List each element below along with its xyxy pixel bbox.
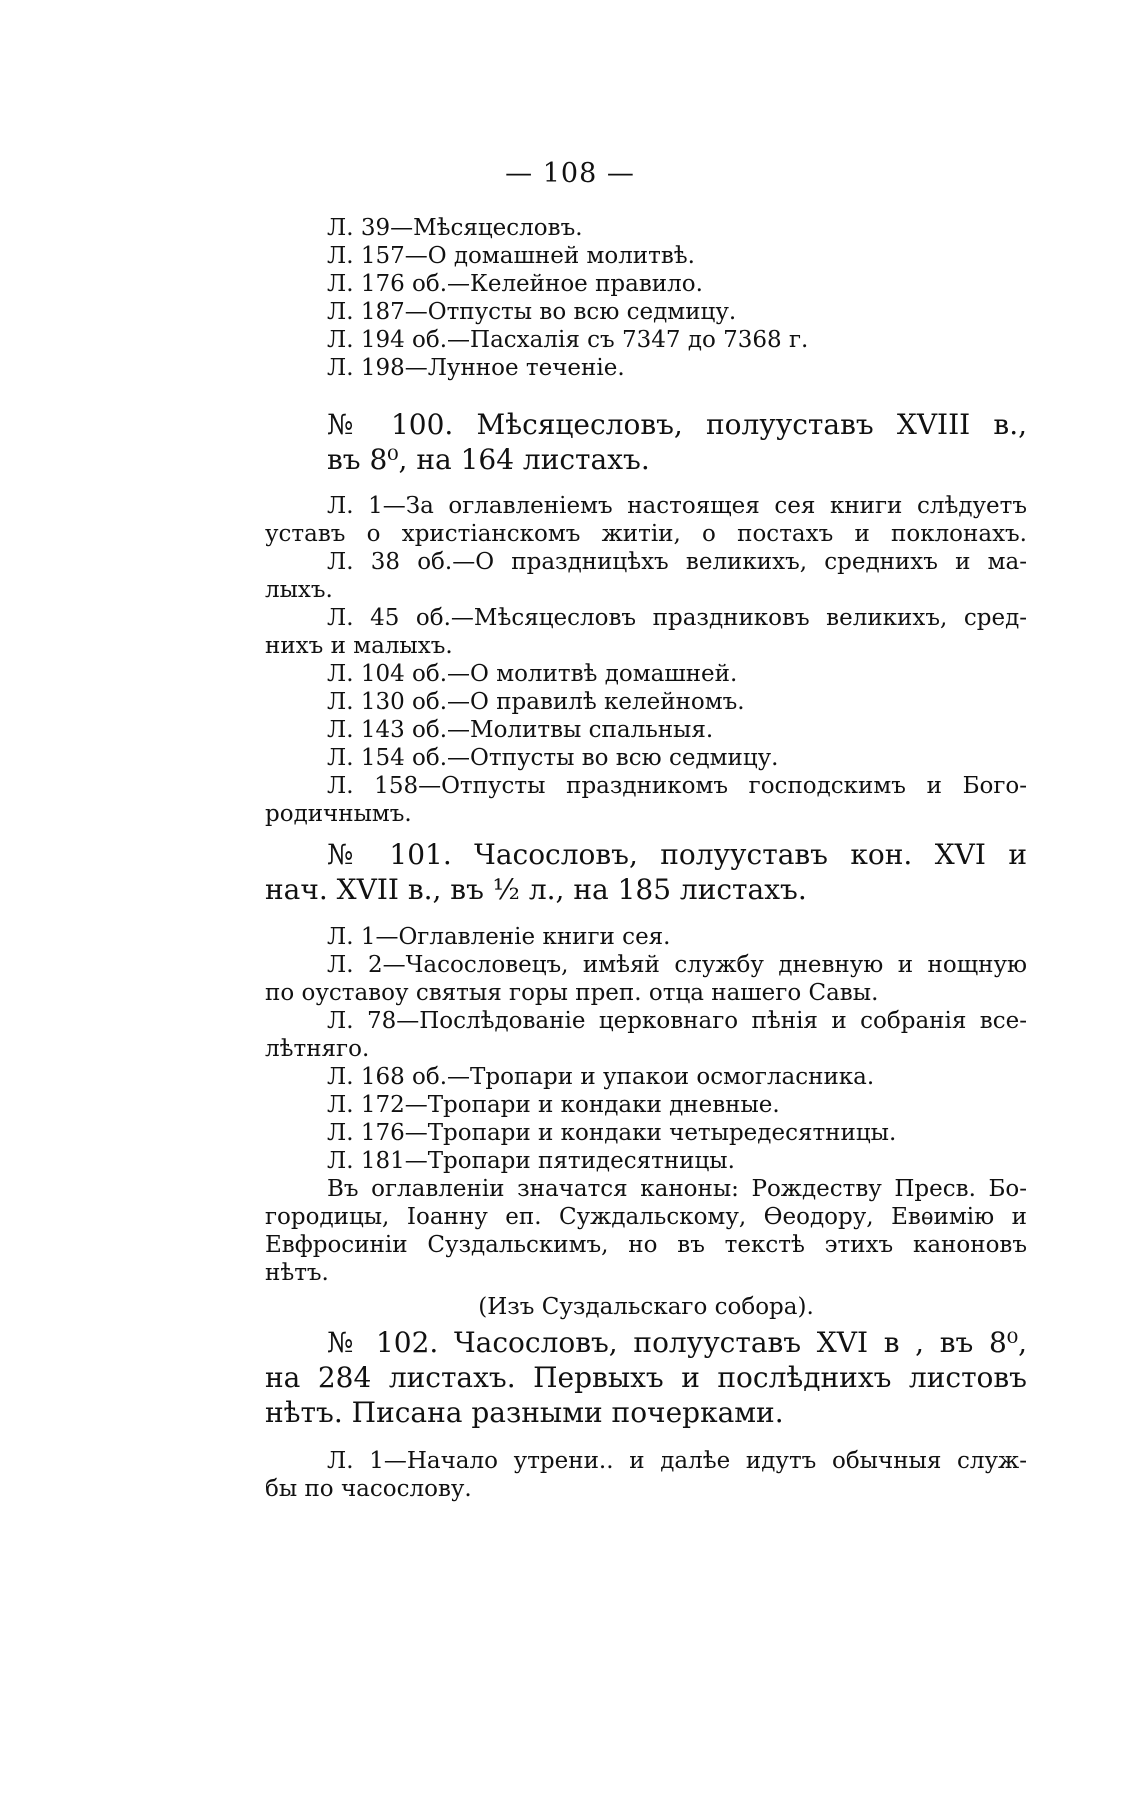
entry-101-body <box>265 923 1027 1321</box>
body-line: бы по часослову. <box>265 1476 472 1502</box>
body-line: Л. 181—Тропари пятидесятницы. <box>327 1148 735 1174</box>
body-line: Л. 1—Оглавленіе книги сея. <box>327 924 671 950</box>
entry-102-heading <box>265 1325 1027 1430</box>
entry-heading-line: въ 8⁰, на 164 листахъ. <box>327 443 650 476</box>
body-line: Л. 143 об.—Молитвы спальныя. <box>327 717 714 743</box>
list-item: Л. 187—Отпусты во всю седмицу. <box>327 299 737 325</box>
body-line: Л. 45 об.—Мѣсяцесловъ праздниковъ великихъ, сред- <box>327 605 1027 631</box>
list-item: Л. 39—Мѣсяцесловъ. <box>327 215 583 241</box>
list-item: Л. 194 об.—Пасхалія съ 7347 до 7368 г. <box>327 327 809 353</box>
list-item: Л. 198—Лунное теченіе. <box>327 355 625 381</box>
preceding-items-list <box>265 214 1027 382</box>
body-line: родичнымъ. <box>265 801 412 827</box>
body-line: Л. 158—Отпусты праздникомъ господскимъ и Бого- <box>327 773 1027 799</box>
body-line: Л. 1—За оглавленіемъ настоящея сея книги слѣдуетъ <box>327 493 1027 519</box>
body-line: Л. 104 об.—О молитвѣ домашней. <box>327 661 738 687</box>
list-item: Л. 157—О домашней молитвѣ. <box>327 243 695 269</box>
body-line: городицы, Іоанну еп. Суждальскому, Ѳеодору, Евѳимію и <box>265 1204 1027 1230</box>
body-line: Л. 2—Часословецъ, имѣяй службу дневную и нощную <box>327 952 1027 978</box>
entry-heading-line: № 100. Мѣсяцесловъ, полууставъ XVIII в., <box>327 408 1027 441</box>
body-line: лѣтняго. <box>265 1036 370 1062</box>
body-line: Л. 176—Тропари и кондаки четыредесятницы. <box>327 1120 897 1146</box>
body-line: Въ оглавленіи значатся каноны: Рождеству Пресв. Бо- <box>327 1176 1027 1202</box>
body-line: по оуставоу святыя горы преп. отца нашего Савы. <box>265 980 879 1006</box>
entry-102-body <box>265 1447 1027 1503</box>
body-line: лыхъ. <box>265 577 333 603</box>
entry-101-heading <box>265 837 1027 907</box>
list-item: Л. 176 об.—Келейное правило. <box>327 271 703 297</box>
body-line: Л. 154 об.—Отпусты во всю седмицу. <box>327 745 779 771</box>
body-line: Л. 130 об.—О правилѣ келейномъ. <box>327 689 745 715</box>
entry-heading-line: на 284 листахъ. Первыхъ и послѣднихъ листовъ <box>265 1361 1027 1394</box>
source-note: (Изъ Суздальскаго собора). <box>478 1294 814 1320</box>
entry-heading-line: нач. XVII в., въ ½ л., на 185 листахъ. <box>265 873 807 906</box>
body-line: Л. 168 об.—Тропари и упакои осмогласника. <box>327 1064 875 1090</box>
body-line: Л. 38 об.—О праздницѣхъ великихъ, среднихъ и ма- <box>327 549 1027 575</box>
entry-heading-line: нѣтъ. Писана разными почерками. <box>265 1396 784 1429</box>
body-line: нѣтъ. <box>265 1260 329 1286</box>
body-line: уставъ о христіанскомъ житіи, о постахъ и поклонахъ. <box>265 521 1027 547</box>
page-number: — 108 — <box>505 158 635 189</box>
entry-heading-line: № 101. Часословъ, полууставъ кон. XVI и <box>327 838 1027 871</box>
entry-100-heading <box>265 407 1027 477</box>
body-line: Л. 78—Послѣдованіе церковнаго пѣнія и собранія все- <box>327 1008 1027 1034</box>
body-line: Евфросиніи Суздальскимъ, но въ текстѣ этихъ каноновъ <box>265 1232 1027 1258</box>
body-line: Л. 1—Начало утрени.. и далѣе идутъ обычныя служ- <box>327 1448 1027 1474</box>
body-line: Л. 172—Тропари и кондаки дневные. <box>327 1092 780 1118</box>
entry-100-body <box>265 492 1027 828</box>
body-line: нихъ и малыхъ. <box>265 633 453 659</box>
entry-heading-line: № 102. Часословъ, полууставъ XVI в , въ 8⁰, <box>327 1326 1027 1359</box>
